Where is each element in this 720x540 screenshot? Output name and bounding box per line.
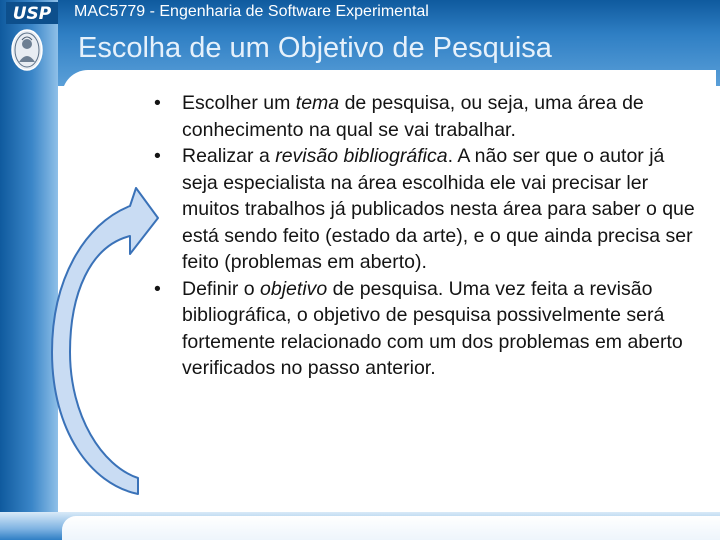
bullet-emphasis: revisão bibliográfica bbox=[275, 145, 448, 167]
bullet-marker: • bbox=[154, 277, 161, 300]
bullet-text: Escolher um bbox=[182, 92, 296, 114]
slide-title: Escolha de um Objetivo de Pesquisa bbox=[78, 32, 552, 64]
bullet-text: Definir o bbox=[182, 277, 261, 300]
bullet-emphasis: objetivo bbox=[260, 277, 328, 300]
curved-arrow-icon bbox=[50, 184, 160, 514]
usp-logo-text: USP bbox=[12, 4, 52, 24]
footer-inner bbox=[62, 516, 720, 540]
bullet-item-tema bbox=[152, 90, 700, 143]
bullet-item-objetivo bbox=[152, 276, 700, 382]
bullet-emphasis: tema bbox=[295, 92, 340, 114]
crest-icon bbox=[10, 28, 44, 72]
bullet-item-revisao bbox=[152, 143, 700, 276]
bullet-text: Realizar a bbox=[182, 145, 276, 167]
usp-logo-icon bbox=[6, 2, 58, 24]
bullet-text: . A não ser que o autor já seja especialista na área escolhida ele vai precisar ler muitos trabalhos já publicados nesta área para saber o que está sendo feito (estado da arte), e o que ainda precisa ser feito (problemas em aberto). bbox=[182, 145, 695, 273]
bullet-marker: • bbox=[154, 145, 161, 167]
bullet-text: de pesquisa, ou seja, uma área de conhecimento na qual se vai trabalhar. bbox=[182, 92, 644, 141]
bullet-text: de pesquisa. Uma vez feita a revisão bibliográfica, o objetivo de pesquisa possivelmente será fortemente relacionado com um dos problemas em aberto verificados no passo anterior. bbox=[182, 277, 683, 379]
bullet-list bbox=[152, 90, 700, 382]
course-title: MAC5779 - Engenharia de Software Experimental bbox=[74, 3, 429, 20]
bullet-marker: • bbox=[154, 92, 161, 114]
